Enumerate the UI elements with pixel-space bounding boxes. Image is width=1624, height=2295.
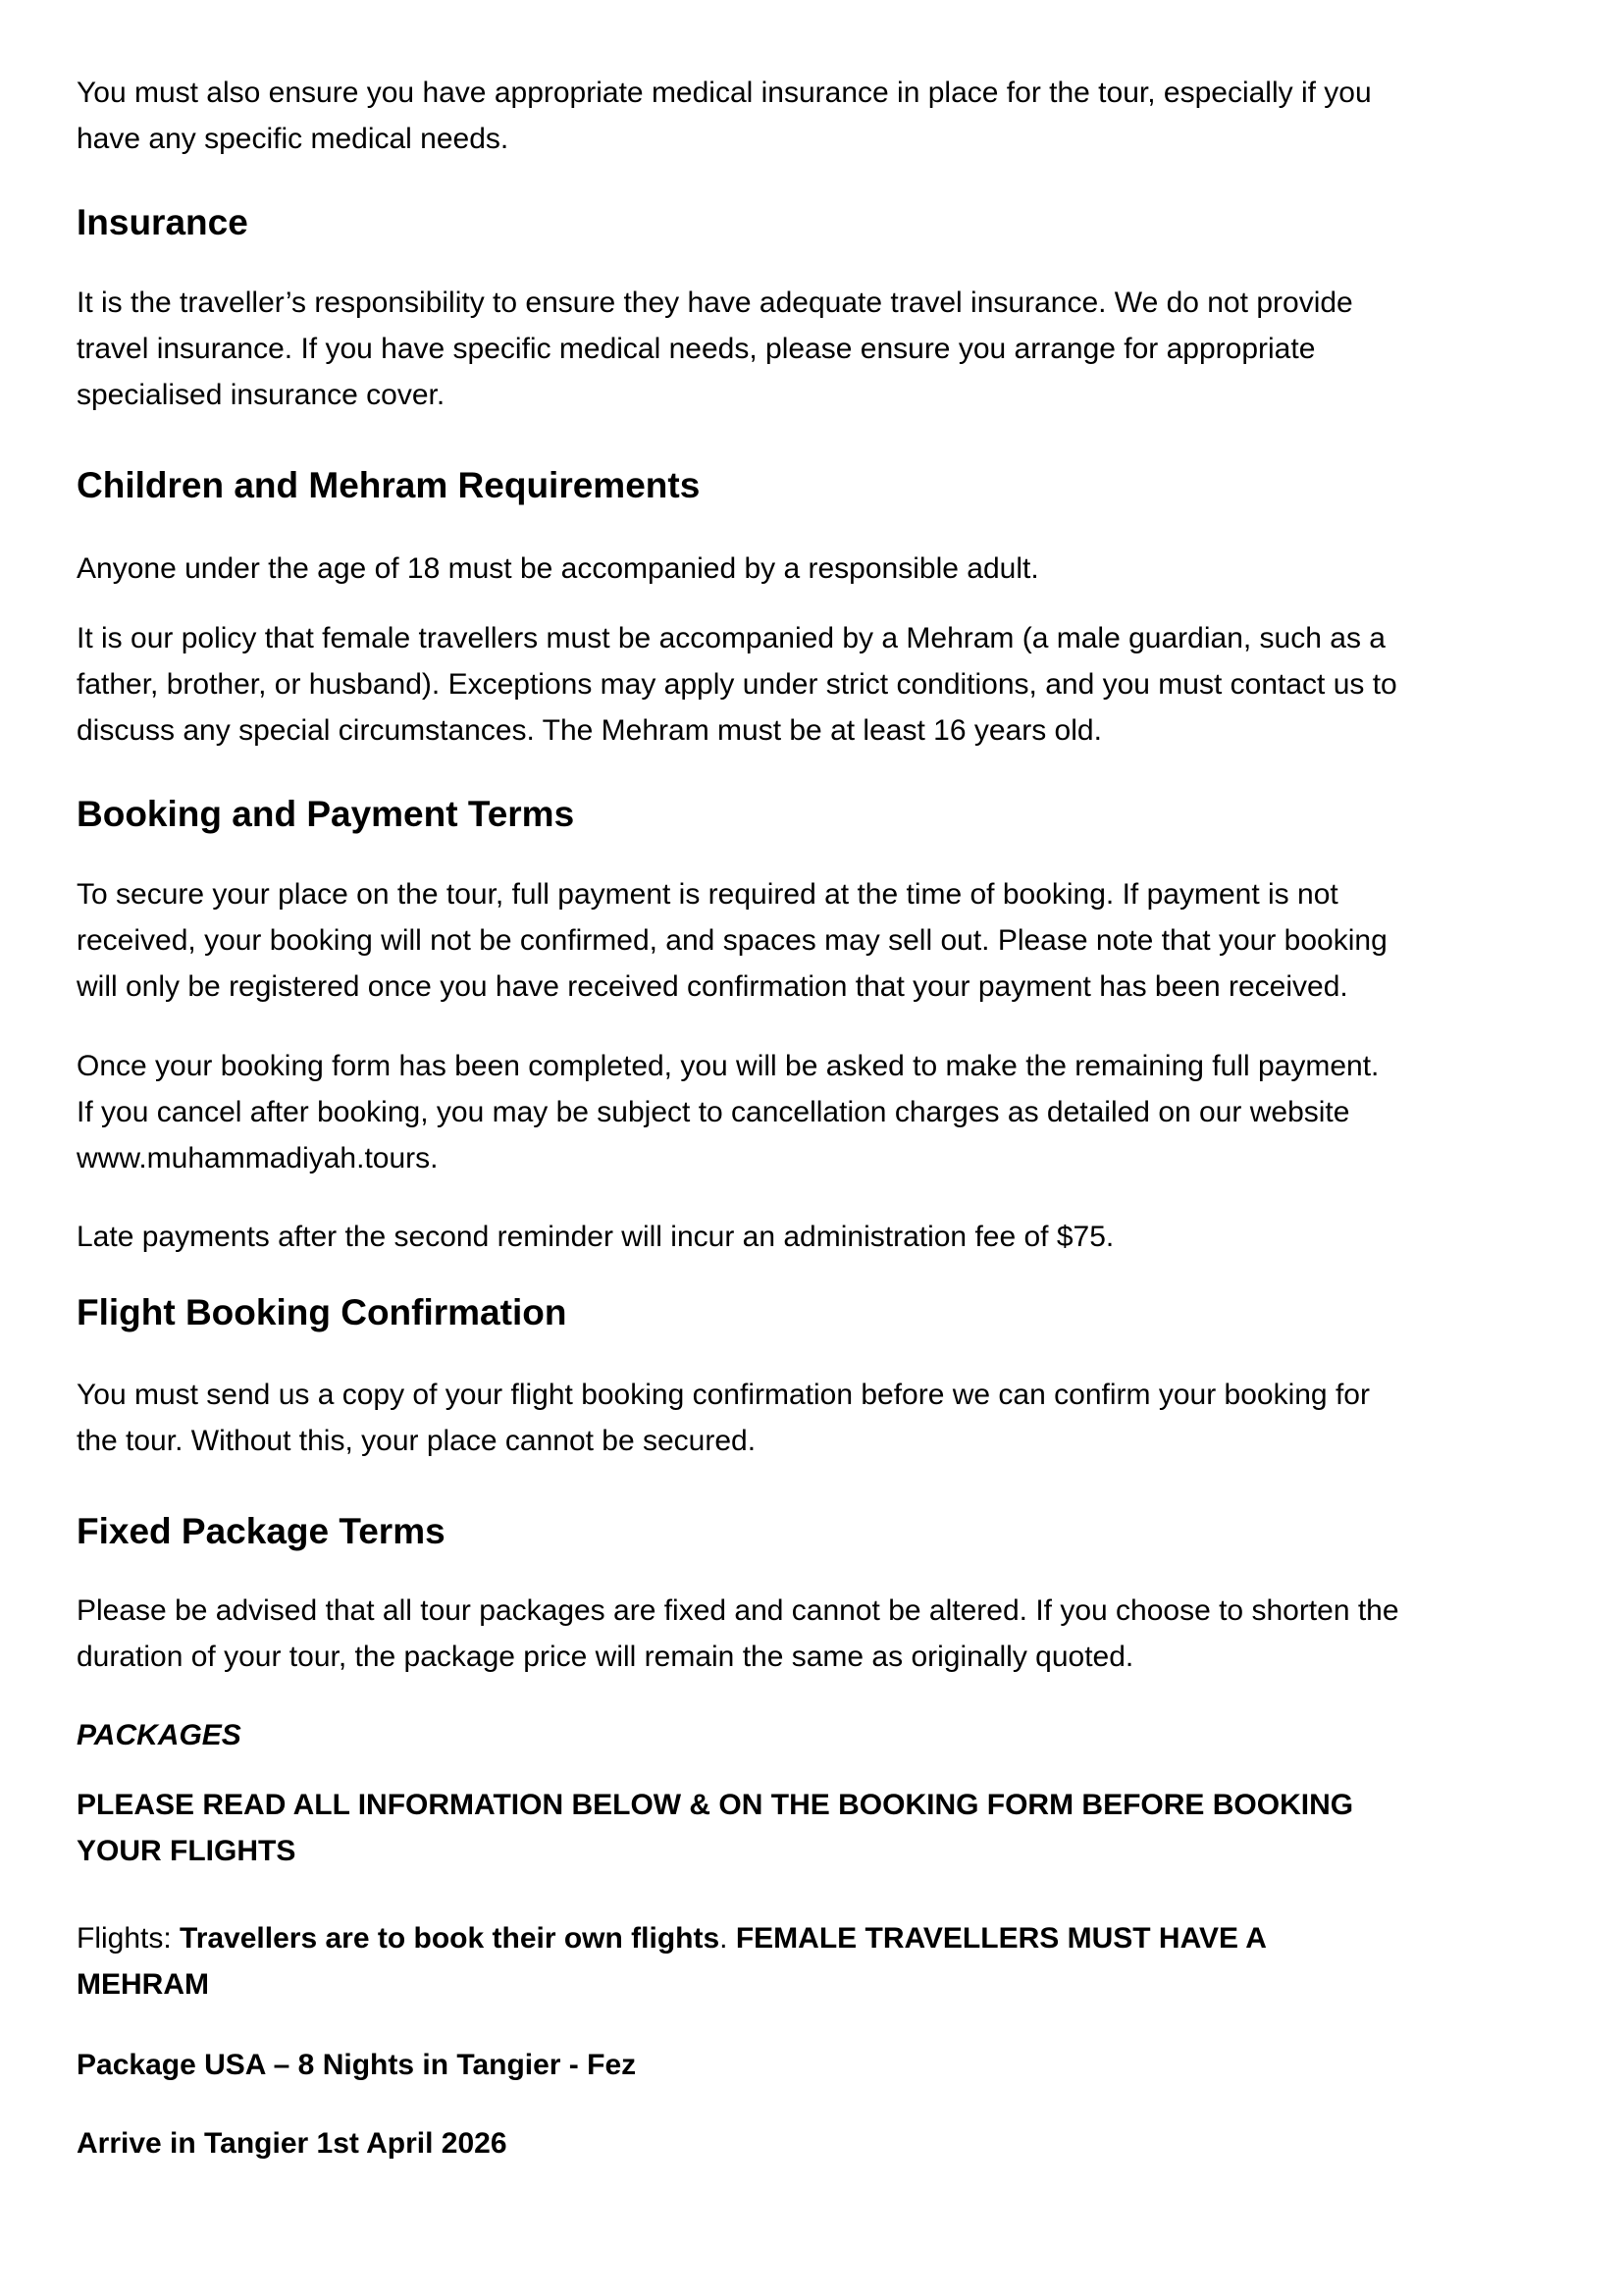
fixed-package-paragraph — [77, 1588, 1568, 1680]
children-mehram-heading — [77, 462, 1568, 508]
flights-line-1 — [77, 1915, 1568, 1961]
paragraph-line: Once your booking form has been completed, you will be asked to make the remaining full payment. — [77, 1050, 1380, 1082]
read-all-notice — [77, 1782, 1568, 1874]
flights-prefix: Flights: — [77, 1922, 181, 1955]
medical-insurance-paragraph — [77, 70, 1568, 162]
mehram-policy-paragraph — [77, 615, 1568, 754]
notice-line: PLEASE READ ALL INFORMATION BELOW & ON THE BOOKING FORM BEFORE BOOKING — [77, 1789, 1354, 1821]
late-payment-paragraph — [77, 1214, 1568, 1260]
flight-confirmation-paragraph — [77, 1372, 1568, 1464]
website-link-text: www.muhammadiyah.tours. — [77, 1142, 439, 1174]
flights-notice — [77, 1915, 1568, 2008]
fixed-package-heading — [77, 1508, 1568, 1554]
section-heading: Insurance — [77, 202, 248, 242]
paragraph-line: specialised insurance cover. — [77, 379, 445, 411]
booking-payment-heading — [77, 791, 1568, 837]
paragraph-line: You must send us a copy of your flight booking confirmation before we can confirm your booking for — [77, 1379, 1370, 1411]
paragraph-line: travel insurance. If you have specific medical needs, please ensure you arrange for appropriate — [77, 333, 1316, 365]
cancellation-paragraph — [77, 1043, 1568, 1181]
paragraph-line: will only be registered once you have received confirmation that your payment has been received. — [77, 970, 1348, 1003]
paragraph-line: To secure your place on the tour, full payment is required at the time of booking. If payment is not — [77, 878, 1338, 911]
section-heading: Children and Mehram Requirements — [77, 465, 701, 505]
flights-separator: . — [719, 1922, 736, 1955]
paragraph-line: have any specific medical needs. — [77, 123, 509, 155]
section-heading: Booking and Payment Terms — [77, 794, 575, 834]
packages-label — [77, 1712, 1568, 1758]
paragraph-line: Please be advised that all tour packages are fixed and cannot be altered. If you choose to shorten the — [77, 1594, 1399, 1627]
insurance-heading — [77, 199, 1568, 245]
arrival-date: Arrive in Tangier 1st April 2026 — [77, 2127, 507, 2160]
package-title-block — [77, 2042, 1568, 2088]
flights-self-book-note: Travellers are to book their own flights — [180, 1922, 720, 1955]
notice-line: YOUR FLIGHTS — [77, 1835, 296, 1867]
paragraph-line: father, brother, or husband). Exceptions may apply under strict conditions, and you must contact us to — [77, 668, 1397, 701]
insurance-paragraph — [77, 280, 1568, 418]
arrival-block — [77, 2120, 1568, 2166]
full-payment-paragraph — [77, 871, 1568, 1010]
paragraph-line: If you cancel after booking, you may be subject to cancellation charges as detailed on our website — [77, 1096, 1350, 1128]
section-heading: Fixed Package Terms — [77, 1511, 445, 1551]
paragraph-line: Late payments after the second reminder will incur an administration fee of $75. — [77, 1221, 1115, 1253]
flight-confirmation-heading — [77, 1289, 1568, 1335]
paragraph-line: It is our policy that female travellers must be accompanied by a Mehram (a male guardian, such as a — [77, 622, 1386, 654]
package-title: Package USA – 8 Nights in Tangier - Fez — [77, 2049, 637, 2081]
paragraph-line: Anyone under the age of 18 must be accompanied by a responsible adult. — [77, 552, 1039, 585]
age-requirement-paragraph — [77, 546, 1568, 592]
female-mehram-warning: FEMALE TRAVELLERS MUST HAVE A — [735, 1922, 1267, 1955]
paragraph-line: discuss any special circumstances. The Mehram must be at least 16 years old. — [77, 714, 1102, 747]
paragraph-line: received, your booking will not be confirmed, and spaces may sell out. Please note that your booking — [77, 924, 1388, 957]
section-heading: Flight Booking Confirmation — [77, 1292, 567, 1332]
packages-title: PACKAGES — [77, 1719, 241, 1751]
female-mehram-warning-cont: MEHRAM — [77, 1968, 209, 2001]
paragraph-line: It is the traveller’s responsibility to ensure they have adequate travel insurance. We do not provide — [77, 287, 1353, 319]
paragraph-line: duration of your tour, the package price will remain the same as originally quoted. — [77, 1641, 1134, 1673]
paragraph-line: You must also ensure you have appropriate medical insurance in place for the tour, especially if you — [77, 77, 1372, 109]
paragraph-line: the tour. Without this, your place cannot be secured. — [77, 1425, 757, 1457]
